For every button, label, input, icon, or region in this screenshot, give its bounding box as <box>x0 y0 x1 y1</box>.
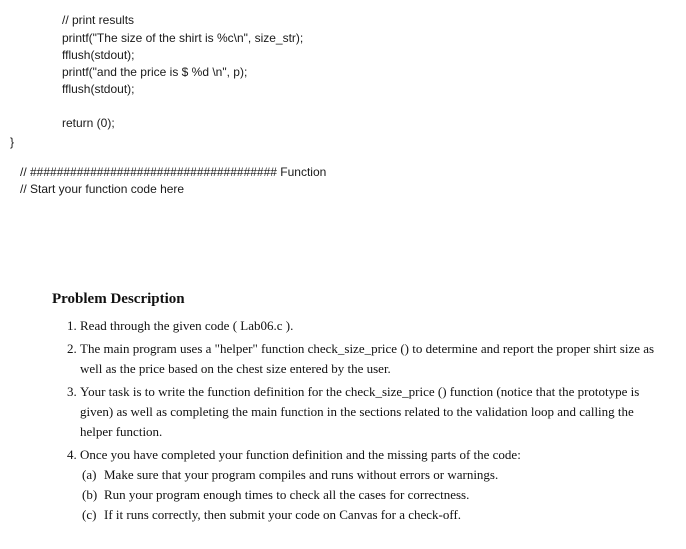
code-printf-size: printf("The size of the shirt is %c\n", size_str); <box>62 31 304 45</box>
problem-title: Problem Description <box>52 291 185 307</box>
code-closing-brace: } <box>10 135 15 149</box>
problem-subitem: (c) If it runs correctly, then submit your code on Canvas for a check-off. <box>82 507 462 522</box>
code-return: return (0); <box>62 116 115 130</box>
code-start-comment: // Start your function code here <box>20 182 185 196</box>
problem-description <box>52 291 662 528</box>
problem-sublist <box>80 465 662 525</box>
problem-list <box>52 316 662 525</box>
code-fflush-2: fflush(stdout); <box>62 82 135 96</box>
problem-item: 4. Once you have completed your function definition and the missing parts of the code: (a) Make sure that your program compiles and runs without errors or warnings. (b) Run your program enough times to check all the cases for correctness. (c) If it runs correctly, then submit your code on Canvas for a check-off. <box>80 445 662 525</box>
problem-item: 3. Your task is to write the function definition for the check_size_price () function (notice that the prototype is given) as well as completing the main function in the sections related to the validation loop and calling the helper function. <box>80 382 662 442</box>
code-function-banner: // ##################################### Function <box>20 165 327 179</box>
problem-item: 2. The main program uses a "helper" function check_size_price () to determine and report the proper shirt size as well as the price based on the chest size entered by the user. <box>80 339 662 379</box>
code-comment-print: // print results <box>62 13 135 27</box>
problem-subitem: (a) Make sure that your program compiles and runs without errors or warnings. <box>82 467 499 482</box>
problem-item: 1. Read through the given code ( Lab06.c ). <box>80 316 662 336</box>
problem-subitem: (b) Run your program enough times to check all the cases for correctness. <box>82 487 470 502</box>
code-fflush-1: fflush(stdout); <box>62 48 135 62</box>
code-printf-price: printf("and the price is $ %d \n", p); <box>62 65 248 79</box>
